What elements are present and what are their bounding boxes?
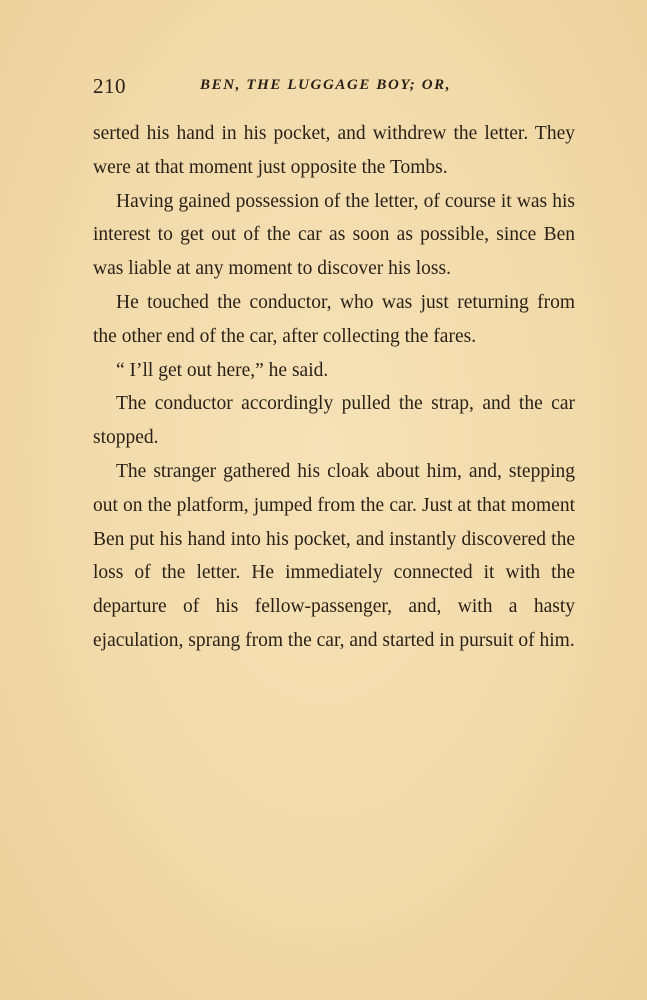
paragraph-4: “ I’ll get out here,” he said. xyxy=(116,359,329,381)
paragraph-3: He touched the conductor, who was just returning from the other end of the car, after collecting the fares. xyxy=(93,291,575,347)
paragraph-6: The stranger gathered his cloak about him, and, stepping out on the platform, jumped from the car. Just at that moment Ben put his hand into his pocket, and instantly discovered the loss of the letter. He immediately connected it with the departure of his fellow-passenger, and, with a hasty ejaculation, sprang from the car, and started in pursuit of him. xyxy=(93,460,575,651)
running-title: BEN, THE LUGGAGE BOY; OR, xyxy=(200,77,452,93)
paragraph-1: serted his hand in his pocket, and withdrew the letter. They were at that moment just opposite the Tombs. xyxy=(93,123,575,178)
paragraph-5: The conductor accordingly pulled the strap, and the car stopped. xyxy=(93,393,575,449)
body-text xyxy=(93,117,575,658)
running-head xyxy=(93,74,583,98)
page-number: 210 xyxy=(93,74,126,98)
paragraph-2: Having gained possession of the letter, of course it was his interest to get out of the car as soon as possible, since Ben was liable at any moment to discover his loss. xyxy=(93,190,575,280)
